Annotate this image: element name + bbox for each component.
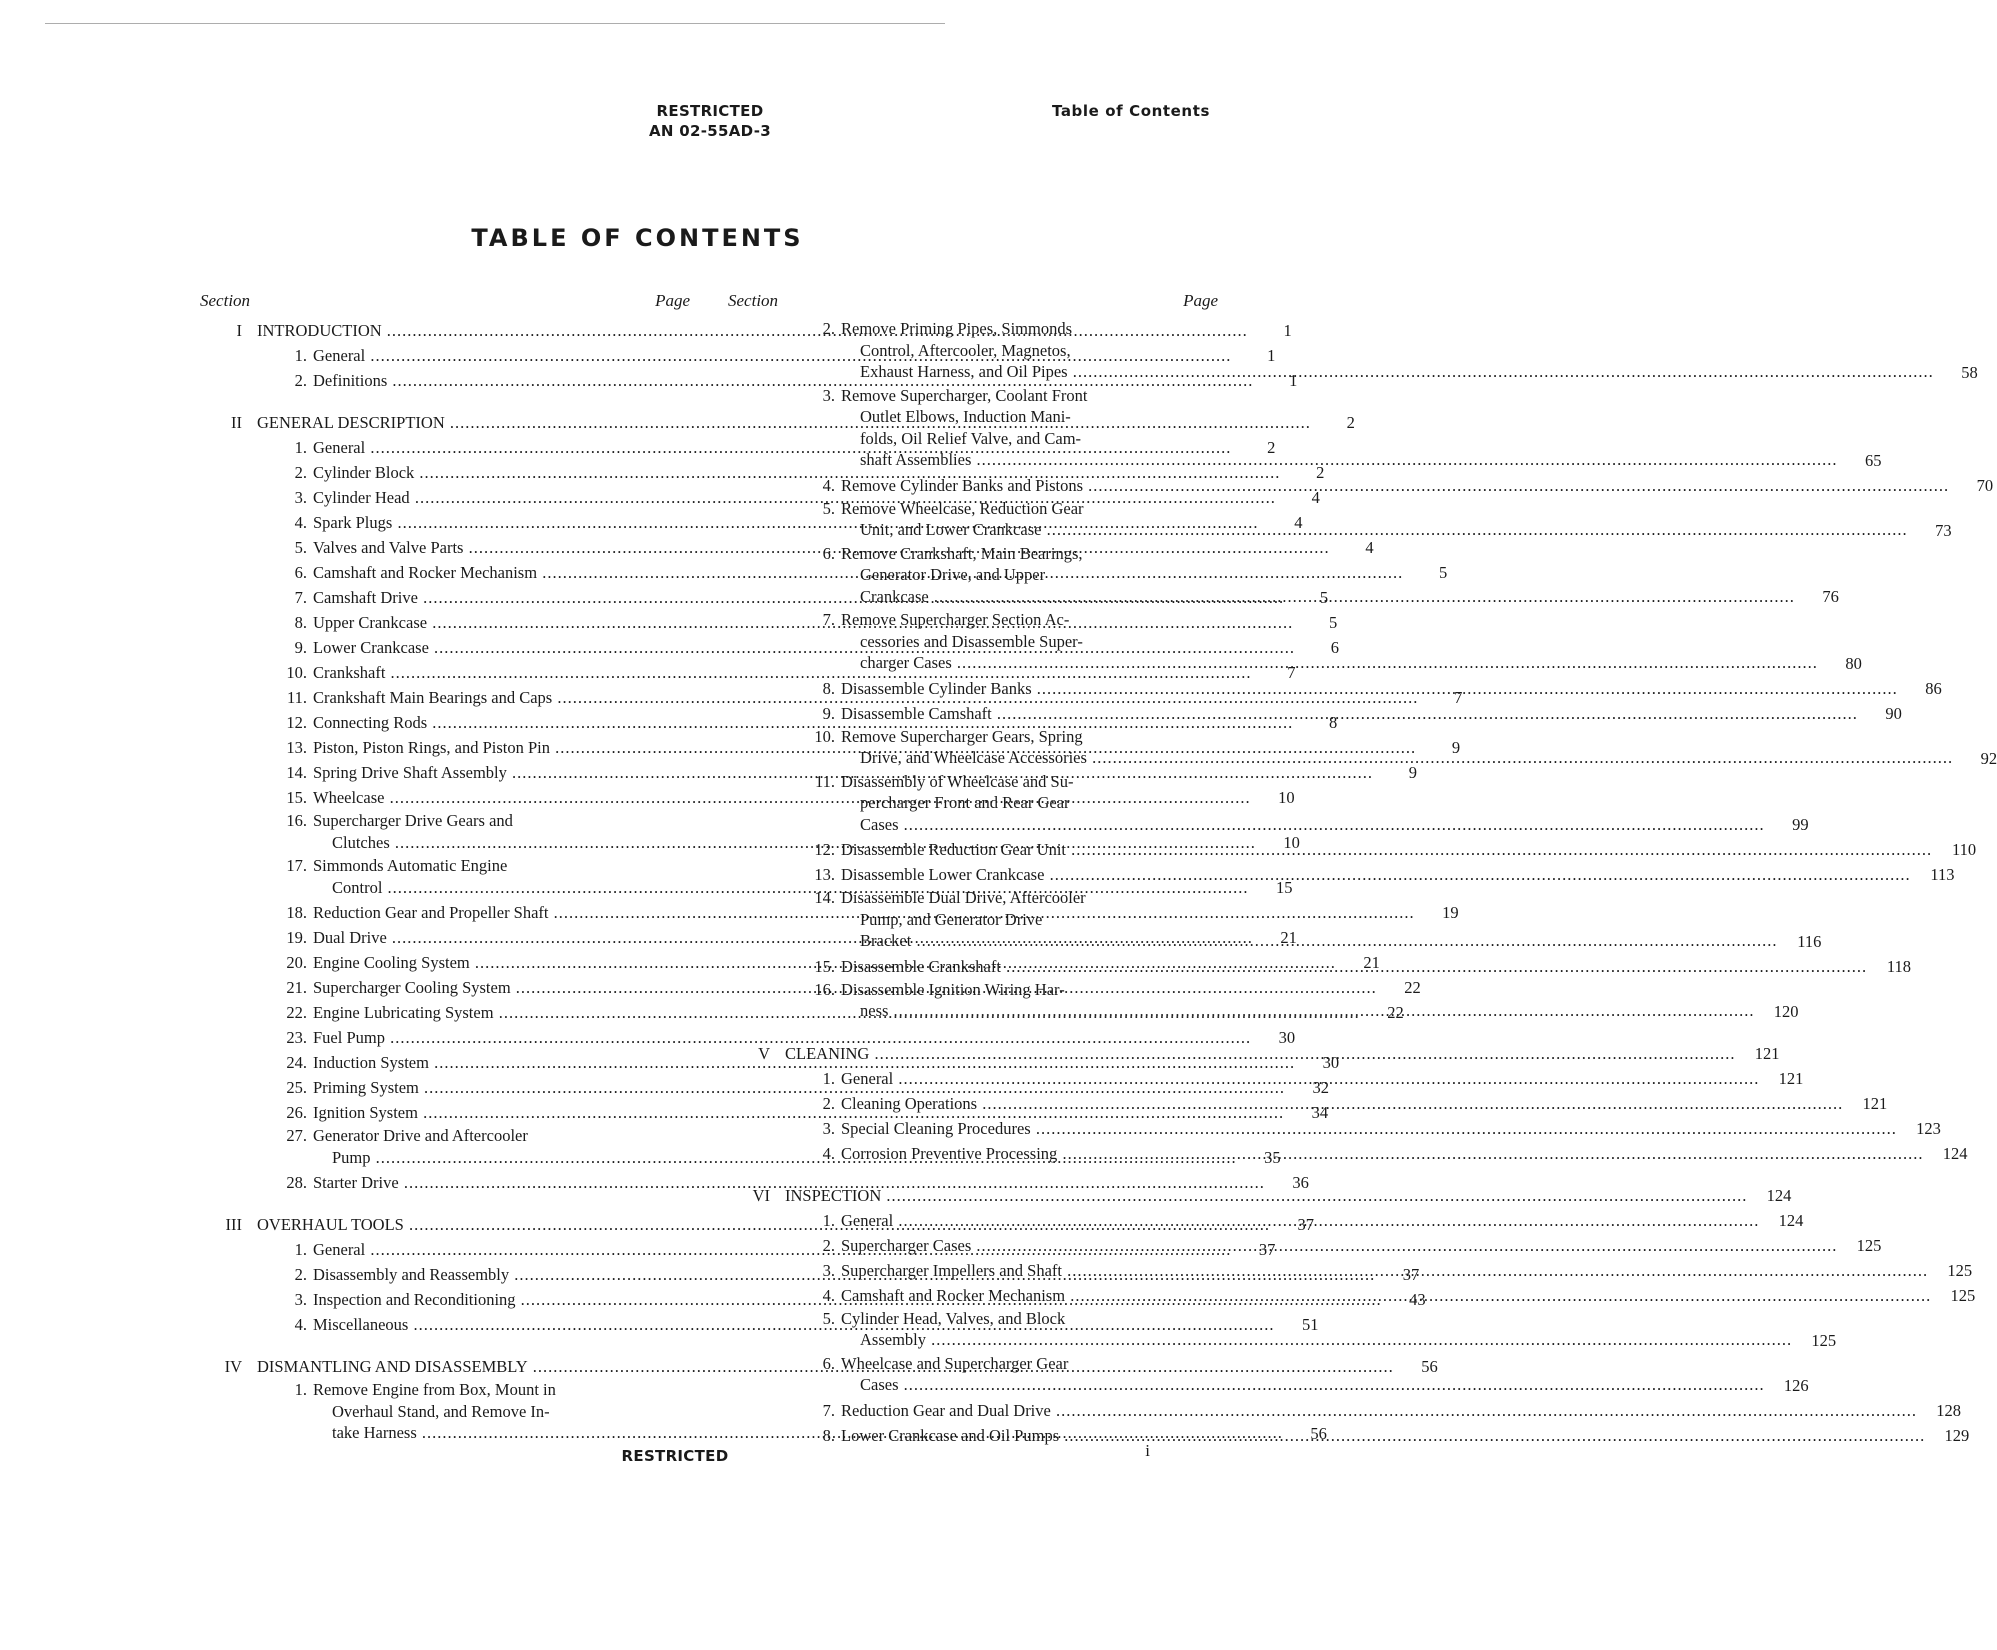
entry-title-line: Connecting Rods ..... — [313, 713, 1293, 732]
section-roman-numeral: V — [758, 1043, 770, 1063]
entry-title-line: Pump, and Generator Drive — [860, 909, 1043, 929]
entry-title-line: Supercharger Cooling System ..... — [313, 978, 1377, 997]
entry-title — [841, 1141, 1923, 1166]
entry-number: 17. — [286, 856, 307, 875]
entry-page-number: 5 — [1438, 563, 1448, 582]
entry-page-number: 4 — [1294, 513, 1303, 532]
entry-number: 4. — [294, 1315, 307, 1334]
entry-title-line: folds, Oil Relief Valve, and Cam- — [860, 428, 1082, 448]
entry-number: 1. — [294, 438, 307, 457]
entry-title — [841, 1091, 1843, 1116]
entry-title-line: Remove Cylinder Banks and Pistons ..... — [841, 476, 1949, 495]
entry-title — [841, 701, 1858, 726]
entry-title — [841, 1208, 1759, 1233]
entry-number: 11. — [286, 688, 307, 707]
entry-title — [841, 887, 1777, 954]
header-doc-number: AN 02-55AD-3 — [649, 122, 771, 140]
entry-number: 14. — [286, 763, 307, 782]
entry-title-line: Disassemble Camshaft ..... — [841, 704, 1858, 723]
toc-entry — [728, 726, 1997, 771]
entry-title-line: Spark Plugs ..... — [313, 513, 1258, 532]
entry-page-number: 37 — [1258, 1240, 1276, 1259]
entry-page-number: 30 — [1322, 1053, 1340, 1072]
toc-entry — [728, 609, 1862, 676]
entry-number: 12. — [814, 840, 835, 859]
entry-page-number: 37 — [1402, 1265, 1420, 1284]
entry-page-number: 65 — [1865, 450, 1882, 470]
entry-title-line: ness ..... — [841, 1000, 1755, 1022]
entry-title — [841, 1066, 1759, 1091]
entry-title — [841, 726, 1953, 771]
entry-title-line: Drive, and Wheelcase Accessories ..... — [841, 747, 1953, 769]
entry-page-number: 124 — [1942, 1143, 1968, 1163]
column-header — [728, 288, 1218, 318]
entry-title-line: shaft Assemblies ..... — [841, 449, 1838, 471]
entry-page-number: 123 — [1916, 1118, 1941, 1138]
entry-title-line: Crankcase ..... — [841, 586, 1795, 608]
entry-title-line: Disassembly and Reassembly ..... — [313, 1265, 1375, 1284]
entry-title-line: Overhaul Stand, and Remove In- — [332, 1401, 550, 1421]
section-roman-numeral: II — [231, 413, 242, 432]
entry-title — [841, 1258, 1928, 1283]
entry-title-line: Cleaning Operations ..... — [841, 1094, 1843, 1113]
entry-number: 18. — [286, 903, 307, 922]
entry-page-number: 4 — [1365, 538, 1374, 557]
entry-number: 21. — [286, 978, 307, 997]
toc-entry — [728, 1116, 1941, 1141]
entry-number: 2. — [822, 319, 835, 338]
entry-number: 5. — [822, 498, 835, 518]
entry-title-line: Definitions ..... — [313, 371, 1253, 390]
entry-title-line: Supercharger Impellers and Shaft ..... — [841, 1261, 1928, 1280]
entry-title-line: Engine Lubricating System ..... — [313, 1003, 1360, 1022]
entry-page-number: 90 — [1885, 703, 1902, 723]
entry-title-line: cessories and Disassemble Super- — [860, 631, 1083, 651]
entry-number: 15. — [814, 956, 835, 976]
toc-entry — [728, 701, 1902, 726]
entry-page-number: 7 — [1454, 688, 1463, 707]
entry-page-number: 92 — [1980, 748, 1997, 768]
entry-title-line: Upper Crankcase ..... — [313, 613, 1293, 632]
entry-title-line: General ..... — [313, 1240, 1231, 1259]
entry-page-number: 58 — [1961, 362, 1978, 382]
entry-title-line: Simmonds Automatic Engine — [313, 856, 508, 875]
entry-page-number: 86 — [1925, 678, 1942, 698]
entry-page-number: 128 — [1936, 1400, 1961, 1420]
entry-title — [841, 837, 1932, 862]
entry-page-number: 34 — [1311, 1103, 1329, 1122]
entry-page-number: 36 — [1292, 1173, 1309, 1192]
entry-title-line: Starter Drive ..... — [313, 1173, 1265, 1192]
entry-number: 2. — [294, 463, 307, 482]
entry-title-line: Unit, and Lower Crankcase ..... — [841, 519, 1908, 541]
entry-number: 7. — [822, 610, 835, 629]
entry-title-line: Supercharger Cases ..... — [841, 1236, 1837, 1255]
entry-title — [841, 609, 1818, 676]
entry-title-line: Camshaft and Rocker Mechanism ..... — [313, 563, 1403, 582]
column-header — [200, 288, 690, 318]
entry-page-number: 116 — [1797, 931, 1822, 951]
entry-page-number: 35 — [1264, 1148, 1281, 1167]
entry-page-number: 21 — [1280, 928, 1297, 947]
entry-number: 15. — [286, 788, 307, 807]
entry-page-number: 125 — [1947, 1260, 1973, 1280]
entry-number: 1. — [294, 1380, 307, 1399]
toc-entry — [728, 498, 1952, 543]
entry-title — [841, 1283, 1931, 1308]
entry-page-number: 80 — [1845, 653, 1862, 673]
entry-title-line: Priming System ..... — [313, 1078, 1285, 1097]
entry-title — [841, 473, 1949, 498]
section-title — [785, 1041, 1735, 1066]
section-title-text: OVERHAUL TOOLS ..... — [257, 1215, 1270, 1234]
entry-title-line: Disassemble Cylinder Banks ..... — [841, 679, 1898, 698]
entry-number: 13. — [814, 865, 835, 884]
scan-artifact-line — [45, 23, 945, 24]
entry-number: 3. — [822, 1260, 835, 1280]
entry-number: 2. — [294, 371, 307, 390]
entry-number: 6. — [822, 1353, 835, 1373]
entry-number: 8. — [822, 678, 835, 698]
entry-title — [841, 543, 1795, 610]
entry-page-number: 70 — [1976, 475, 1994, 495]
entry-title-line: Assembly ..... — [841, 1329, 1792, 1351]
entry-title-line: Bracket ..... — [841, 930, 1777, 952]
entry-page-number: 121 — [1862, 1093, 1888, 1113]
entry-title-line: Cylinder Head ..... — [313, 488, 1276, 507]
entry-number: 2. — [822, 1093, 835, 1113]
entry-page-number: 22 — [1387, 1003, 1404, 1022]
entry-number: 2. — [822, 1235, 835, 1255]
section-title-text: INSPECTION ..... — [785, 1186, 1747, 1205]
entry-title-line: Lower Crankcase ..... — [313, 638, 1295, 657]
section-roman-numeral: VI — [752, 1185, 770, 1205]
entry-title-line: Generator Drive, and Upper — [860, 565, 1046, 584]
entry-number: 8. — [294, 613, 307, 632]
toc-entry — [728, 473, 1994, 498]
entry-page-number: 10 — [1283, 833, 1300, 852]
entry-title-line: Inspection and Reconditioning ..... — [313, 1290, 1382, 1309]
entry-page-number: 19 — [1442, 903, 1459, 922]
entry-page-number: 118 — [1886, 956, 1912, 976]
entry-number: 1. — [822, 1210, 835, 1230]
entry-number: 11. — [814, 771, 835, 791]
entry-title-line: Disassemble Dual Drive, Aftercooler — [841, 888, 1086, 907]
entry-title-line: General ..... — [841, 1211, 1759, 1230]
entry-title-line: Wheelcase and Supercharger Gear — [841, 1353, 1069, 1373]
entry-title-line: percharger Front and Rear Gear — [860, 793, 1070, 812]
entry-title-line: Control ..... — [313, 877, 1249, 899]
entry-title-line: Reduction Gear and Dual Drive ..... — [841, 1401, 1917, 1420]
entry-title-line: Remove Engine from Box, Mount in — [313, 1380, 556, 1399]
toc-entry — [728, 543, 1839, 610]
section-column-label: Section — [200, 291, 251, 310]
section-title-text: DISMANTLING AND DISASSEMBLY ..... — [257, 1357, 1394, 1376]
entry-number: 3. — [294, 488, 307, 507]
entry-title-line: Generator Drive and Aftercooler — [313, 1126, 528, 1145]
entry-title-line: Remove Priming Pipes, Simmonds — [841, 319, 1073, 338]
section-page-number: 121 — [1754, 1043, 1780, 1063]
entry-title-line: Valves and Valve Parts ..... — [313, 538, 1330, 557]
section-page-number: 124 — [1766, 1185, 1792, 1205]
entry-number: 27. — [286, 1126, 307, 1145]
entry-number: 5. — [822, 1308, 835, 1328]
entry-page-number: 110 — [1951, 840, 1977, 859]
entry-page-number: 32 — [1312, 1078, 1330, 1097]
entry-number: 1. — [822, 1068, 835, 1088]
entry-title-line: Cases ..... — [841, 1374, 1765, 1396]
entry-number: 26. — [286, 1103, 307, 1122]
entry-title-line: Control, Aftercooler, Magnetos, — [860, 340, 1071, 360]
entry-title-line: Ignition System ..... — [313, 1103, 1284, 1122]
entry-title-line: Cylinder Head, Valves, and Block — [841, 1308, 1066, 1328]
footer-page-number: i — [1145, 1441, 1150, 1460]
entry-number: 8. — [822, 1425, 835, 1445]
toc-entry — [728, 1398, 1961, 1423]
entry-number: 22. — [286, 1003, 307, 1022]
entry-number: 5. — [294, 538, 307, 557]
entry-title-line: Camshaft Drive ..... — [313, 588, 1284, 607]
section-page-number: 56 — [1421, 1357, 1438, 1376]
entry-number: 1. — [294, 346, 307, 365]
entry-page-number: 8 — [1329, 713, 1338, 732]
entry-number: 9. — [822, 703, 835, 723]
entry-title-line: charger Cases ..... — [841, 652, 1818, 674]
entry-title — [841, 676, 1898, 701]
entry-title-line: Fuel Pump ..... — [313, 1028, 1251, 1047]
entry-number: 10. — [286, 663, 307, 682]
section-roman-numeral: I — [236, 321, 242, 340]
page-column-label: Page — [1183, 291, 1218, 310]
toc-entry — [728, 385, 1882, 473]
entry-title-line: Camshaft and Rocker Mechanism ..... — [841, 1286, 1931, 1305]
section-page-number: 2 — [1346, 413, 1355, 432]
entry-title-line: Crankshaft Main Bearings and Caps ..... — [313, 688, 1418, 707]
toc-entry — [728, 318, 1978, 385]
toc-entry — [728, 862, 1955, 887]
entry-page-number: 2 — [1316, 463, 1325, 482]
entry-title — [841, 1398, 1917, 1423]
entry-title — [841, 771, 1765, 838]
entry-title-line: Remove Supercharger Gears, Spring — [841, 726, 1083, 746]
entry-title — [841, 318, 1934, 385]
entry-title-line: Lower Crankcase and Oil Pumps ..... — [841, 1426, 1925, 1445]
toc-entry — [728, 676, 1942, 701]
entry-title-line: Corrosion Preventive Processing ..... — [841, 1144, 1923, 1163]
entry-title-line: Exhaust Harness, and Oil Pipes ..... — [841, 361, 1934, 383]
section-column-label: Section — [728, 291, 779, 310]
entry-title-line: Disassemble Crankshaft ..... — [841, 957, 1867, 976]
entry-title-line: Crankshaft ..... — [313, 663, 1252, 682]
entry-page-number: 5 — [1328, 613, 1338, 632]
entry-title — [841, 1423, 1925, 1448]
entry-title-line: Engine Cooling System ..... — [313, 953, 1336, 972]
entry-number: 24. — [286, 1053, 307, 1072]
entry-number: 25. — [286, 1078, 307, 1097]
entry-page-number: 7 — [1287, 663, 1296, 682]
entry-number: 2. — [294, 1265, 307, 1284]
entry-title-line: General ..... — [841, 1069, 1759, 1088]
entry-page-number: 99 — [1792, 815, 1809, 834]
entry-title-line: Reduction Gear and Propeller Shaft ..... — [313, 903, 1415, 922]
entry-title-line: Special Cleaning Procedures ..... — [841, 1119, 1897, 1138]
footer-classification: RESTRICTED — [621, 1447, 729, 1465]
entry-title-line: Spring Drive Shaft Assembly ..... — [313, 763, 1373, 782]
entry-title-line: Remove Supercharger Section Ac- — [841, 610, 1070, 629]
section-title-text: GENERAL DESCRIPTION ..... — [257, 413, 1311, 432]
entry-page-number: 126 — [1783, 1375, 1809, 1395]
entry-title — [841, 498, 1908, 543]
entry-number: 6. — [822, 543, 835, 563]
entry-page-number: 30 — [1278, 1028, 1296, 1047]
entry-title-line: Remove Supercharger, Coolant Front — [841, 385, 1088, 405]
page-column-label: Page — [655, 291, 690, 310]
entry-number: 3. — [822, 1118, 835, 1138]
entry-number: 28. — [286, 1173, 307, 1192]
entry-title-line: General ..... — [313, 438, 1231, 457]
entry-page-number: 1 — [1289, 371, 1298, 390]
section-roman-numeral: III — [225, 1215, 242, 1234]
entry-page-number: 1 — [1267, 346, 1276, 365]
entry-title-line: Cylinder Block ..... — [313, 463, 1280, 482]
header-classification: RESTRICTED — [656, 102, 764, 120]
entry-title — [841, 1353, 1765, 1398]
section-roman-numeral: IV — [224, 1357, 242, 1376]
entry-title — [841, 954, 1867, 979]
entry-number: 14. — [814, 888, 835, 907]
entry-number: 3. — [294, 1290, 307, 1309]
header-section-label: Table of Contents — [1051, 102, 1210, 120]
entry-title — [841, 862, 1911, 887]
entry-page-number: 125 — [1811, 1330, 1837, 1350]
entry-page-number: 9 — [1408, 763, 1417, 782]
entry-number: 16. — [814, 979, 835, 999]
entry-number: 6. — [294, 563, 307, 582]
entry-title-line: Disassembly of Wheelcase and Su- — [841, 771, 1074, 791]
entry-page-number: 76 — [1822, 587, 1839, 606]
entry-title-line: Induction System ..... — [313, 1053, 1295, 1072]
entry-page-number: 51 — [1301, 1315, 1319, 1334]
entry-page-number: 121 — [1778, 1068, 1804, 1088]
entry-number: 4. — [822, 1143, 835, 1163]
entry-title-line: Disassemble Lower Crankcase ..... — [841, 865, 1911, 884]
entry-title-line: Supercharger Drive Gears and — [313, 811, 513, 830]
toc-section-heading — [728, 1183, 1792, 1208]
entry-number: 4. — [822, 475, 835, 495]
entry-page-number: 21 — [1363, 953, 1380, 972]
page-title: TABLE OF CONTENTS — [471, 224, 804, 252]
entry-title-line: Outlet Elbows, Induction Mani- — [860, 407, 1071, 426]
entry-title-line: take Harness ..... — [313, 1422, 1283, 1444]
entry-title-line: Disassemble Ignition Wiring Har- — [841, 979, 1065, 999]
entry-page-number: 22 — [1404, 978, 1421, 997]
entry-page-number: 5 — [1319, 588, 1329, 607]
entry-number: 3. — [822, 385, 835, 405]
section-page-number: 37 — [1297, 1215, 1314, 1234]
entry-title — [841, 979, 1755, 1024]
entry-page-number: 2 — [1267, 438, 1276, 457]
entry-page-number: 73 — [1935, 520, 1952, 540]
entry-title-line: General ..... — [313, 346, 1231, 365]
entry-number: 12. — [286, 713, 307, 732]
entry-title-line: Piston, Piston Rings, and Piston Pin ..... — [313, 738, 1416, 757]
entry-title-line: Dual Drive ..... — [313, 928, 1253, 947]
entry-page-number: 124 — [1778, 1210, 1804, 1230]
entry-number: 7. — [294, 588, 307, 607]
entry-title-line: Pump ..... — [313, 1147, 1237, 1169]
section-title-text: INTRODUCTION ..... — [257, 321, 1248, 340]
entry-page-number: 6 — [1330, 638, 1340, 657]
entry-title — [841, 1308, 1792, 1353]
entry-number: 4. — [822, 1285, 835, 1305]
entry-number: 9. — [294, 638, 307, 657]
entry-number: 23. — [286, 1028, 307, 1047]
entry-page-number: 4 — [1311, 488, 1320, 507]
entry-number: 16. — [286, 811, 307, 830]
entry-page-number: 43 — [1409, 1290, 1426, 1309]
entry-page-number: 10 — [1278, 788, 1295, 807]
entry-title-line: Remove Wheelcase, Reduction Gear — [841, 498, 1084, 518]
entry-title-line: Miscellaneous ..... — [313, 1315, 1274, 1334]
toc-entry — [200, 1025, 1296, 1050]
entry-number: 19. — [286, 928, 307, 947]
entry-number: 1. — [294, 1240, 307, 1259]
entry-page-number: 129 — [1944, 1425, 1970, 1445]
entry-title — [841, 1116, 1897, 1141]
entry-title — [841, 385, 1838, 473]
entry-page-number: 125 — [1856, 1235, 1882, 1255]
section-page-number: 1 — [1283, 321, 1292, 340]
entry-page-number: 56 — [1310, 1423, 1327, 1443]
entry-page-number: 125 — [1950, 1285, 1976, 1305]
entry-page-number: 15 — [1276, 878, 1293, 897]
entry-title-line: Clutches ..... — [313, 832, 1256, 854]
entry-title-line: Wheelcase ..... — [313, 788, 1251, 807]
entry-page-number: 120 — [1773, 1001, 1799, 1021]
entry-title-line: Remove Crankshaft, Main Bearings, — [841, 543, 1083, 563]
entry-number: 20. — [286, 953, 307, 972]
entry-number: 13. — [286, 738, 307, 757]
entry-title-line: Disassemble Reduction Gear Unit ..... — [841, 840, 1932, 859]
entry-page-number: 113 — [1930, 865, 1955, 884]
entry-number: 10. — [814, 726, 835, 746]
entry-title-line: Cases ..... — [841, 814, 1765, 836]
entry-page-number: 9 — [1451, 738, 1461, 757]
toc-entry — [728, 837, 1977, 862]
entry-title — [841, 1233, 1837, 1258]
entry-number: 7. — [822, 1400, 835, 1420]
section-title — [785, 1183, 1747, 1208]
entry-number: 4. — [294, 513, 307, 532]
section-title-text: CLEANING ..... — [785, 1044, 1735, 1063]
